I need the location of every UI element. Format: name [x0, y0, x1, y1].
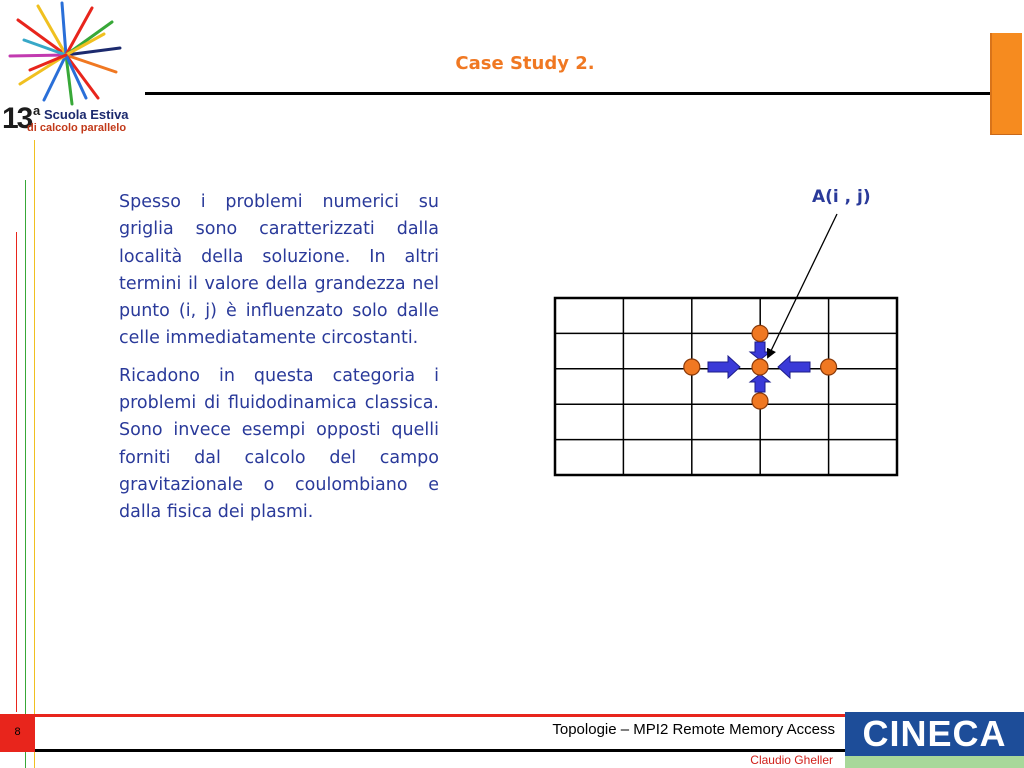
- paragraph-1: Spesso i problemi numerici su griglia sono caratterizzati dalla località della soluzione. In altri termini il valore della grandezza nel punto (i, j) è influenzato solo dalle celle immediatamente circostanti.: [119, 192, 439, 349]
- logo-superscript: a: [33, 103, 41, 118]
- school-logo: [0, 0, 150, 145]
- logo-line1: Scuola Estiva: [44, 107, 129, 122]
- corner-tab: [990, 33, 1022, 135]
- slide-number: 8: [0, 717, 35, 752]
- slide-title: Case Study 2.: [455, 53, 595, 74]
- logo-number: 13: [2, 102, 32, 135]
- brand-logo-stripe: [845, 756, 1024, 768]
- decor-line-yellow: [34, 140, 35, 768]
- node-top: [752, 325, 768, 341]
- starburst-icon: [0, 0, 150, 110]
- header-divider: [145, 92, 990, 95]
- cell-label: A(i , j): [812, 187, 871, 207]
- author-name: Claudio Gheller: [750, 753, 833, 767]
- decor-line-green: [25, 180, 26, 768]
- footer-title: Topologie – MPI2 Remote Memory Access: [552, 721, 835, 738]
- footer-red-rule: [0, 714, 845, 717]
- body-text: [119, 189, 439, 537]
- grid: [555, 298, 897, 475]
- stencil-diagram: [540, 200, 910, 485]
- node-right: [821, 359, 837, 375]
- decor-line-red: [16, 232, 17, 712]
- node-left: [684, 359, 700, 375]
- footer-black-rule: [35, 749, 845, 752]
- node-center: [752, 359, 768, 375]
- node-bottom: [752, 393, 768, 409]
- brand-logo: CINECA: [862, 713, 1007, 754]
- logo-line2: di calcolo parallelo: [27, 122, 127, 134]
- paragraph-2: Ricadono in questa categoria i problemi di fluidodinamica classica. Sono invece esempi opposti quelli forniti dal calcolo del campo gravitazionale o coulombiano e dalla fisica dei plasmi.: [119, 365, 439, 523]
